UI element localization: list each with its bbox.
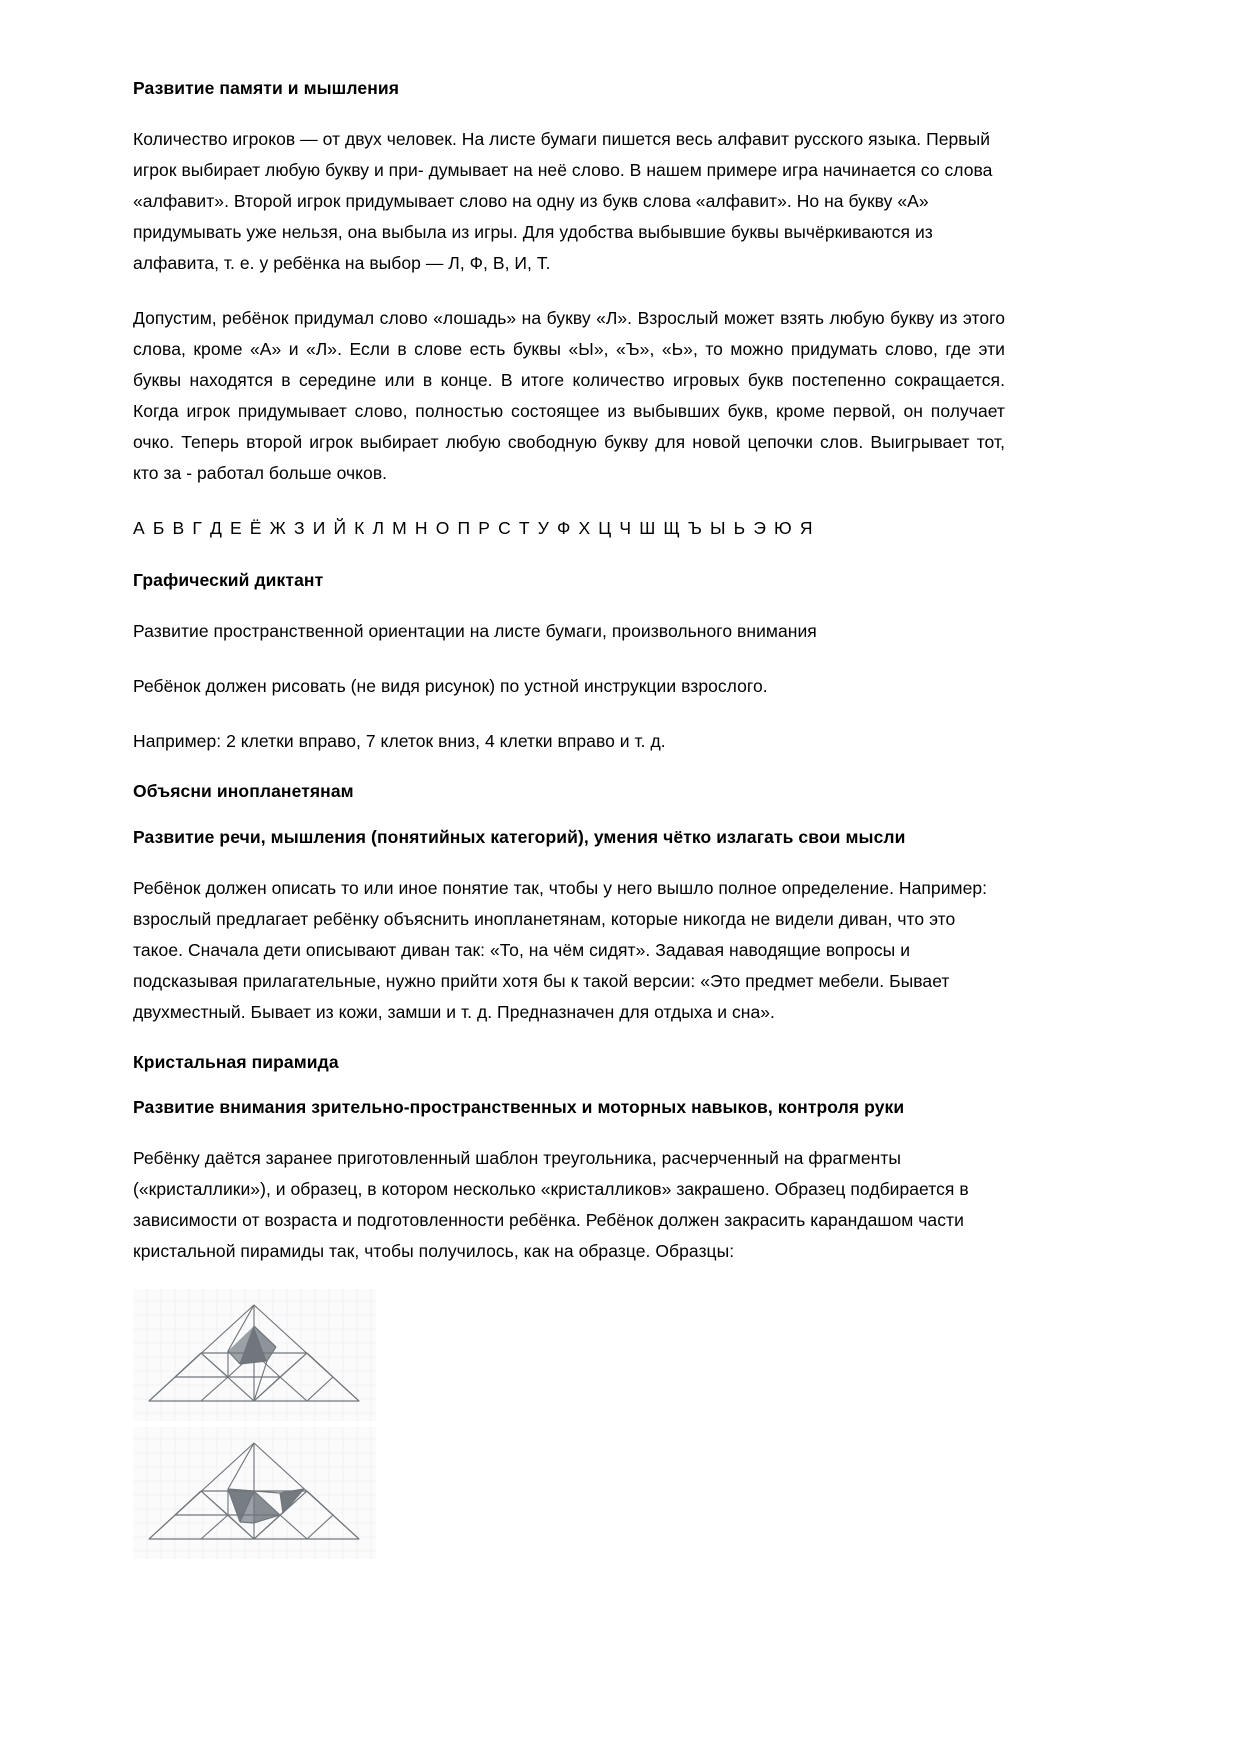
section-heading-memory-thinking: Развитие памяти и мышления [133, 78, 400, 98]
paragraph-crystal-pyramid-body: Ребёнку даётся заранее приготовленный шаблон треугольника, расчерченный на фрагменты («кристаллики»), и образец, в котором несколько «кристалликов» закрашено. Образец подбирается в зависимости от возраста и подготовленности ребёнка. Ребёнок должен закрасить карандашом части кристальной пирамиды так, чтобы получилось, как на образце. Образцы: [133, 1148, 969, 1262]
section-heading-crystal-pyramid: Кристальная пирамида [133, 1051, 339, 1072]
section-heading-explain-to-aliens: Объясни инопланетянам [133, 780, 354, 801]
section-subheading-crystal-pyramid: Развитие внимания зрительно-пространственных и моторных навыков, контроля руки [133, 1097, 905, 1118]
russian-alphabet-line: А Б В Г Д Е Ё Ж З И Й К Л М Н О П Р С Т У Ф Х Ц Ч Ш Щ Ъ Ы Ь Э Ю Я [133, 517, 813, 538]
paragraph-graphic-dictation-instruction: Ребёнок должен рисовать (не видя рисунок) по устной инструкции взрослого. [133, 675, 768, 696]
section-heading-graphic-dictation: Графический диктант [133, 569, 324, 590]
paragraph-explain-to-aliens-body: Ребёнок должен описать то или иное понятие так, чтобы у него вышло полное определение. Например: взрослый предлагает ребёнку объяснить инопланетянам, которые никогда не видели диван, что это такое. Сначала дети описывают диван так: «То, на чём сидят». Задавая наводящие вопросы и подсказывая прилагательные, нужно прийти хотя бы к такой версии: «Это предмет мебели. Бывает двухместный. Бывает из кожи, замши и т. д. Предназначен для отдыха и сна». [133, 877, 988, 1022]
section-subheading-explain-to-aliens: Развитие речи, мышления (понятийных категорий), умения чётко излагать свои мысли [133, 826, 906, 847]
paragraph-graphic-dictation-example: Например: 2 клетки вправо, 7 клеток вниз, 4 клетки вправо и т. д. [133, 730, 666, 751]
paragraph-memory-rules-1: Количество игроков — от двух человек. На листе бумаги пишется весь алфавит русского языка. Первый игрок выбирает любую букву и при- думывает на неё слово. В нашем примере игра начинается со слова «алфавит». Второй игрок придумывает слово на одну из букв слова «алфавит». Но на букву «А» придумывать уже нельзя, она выбыла из игры. Для удобства выбывшие буквы вычёркиваются из алфавита, т. е. у ребёнка на выбор — Л, Ф, В, И, Т. [133, 128, 993, 273]
document-body [133, 78, 1005, 1559]
crystal-pyramid-sample-1 [133, 1289, 376, 1421]
paragraph-graphic-dictation-goal: Развитие пространственной ориентации на листе бумаги, произвольного внимания [133, 620, 817, 641]
crystal-pyramid-figures [133, 1289, 1005, 1559]
crystal-pyramid-sample-2 [133, 1427, 376, 1559]
paragraph-memory-rules-2: Допустим, ребёнок придумал слово «лошадь» на букву «Л». Взрослый может взять любую букву из этого слова, кроме «А» и «Л». Если в слове есть буквы «Ы», «Ъ», «Ь», то можно придумать слово, где эти буквы находятся в середине или в конце. В итоге количество игровых букв постепенно сокращается. Когда игрок придумывает слово, полностью состоящее из выбывших букв, кроме первой, он получает очко. Теперь второй игрок выбирает любую свободную букву для новой цепочки слов. Выигрывает тот, кто за - работал больше очков. [133, 307, 1005, 483]
